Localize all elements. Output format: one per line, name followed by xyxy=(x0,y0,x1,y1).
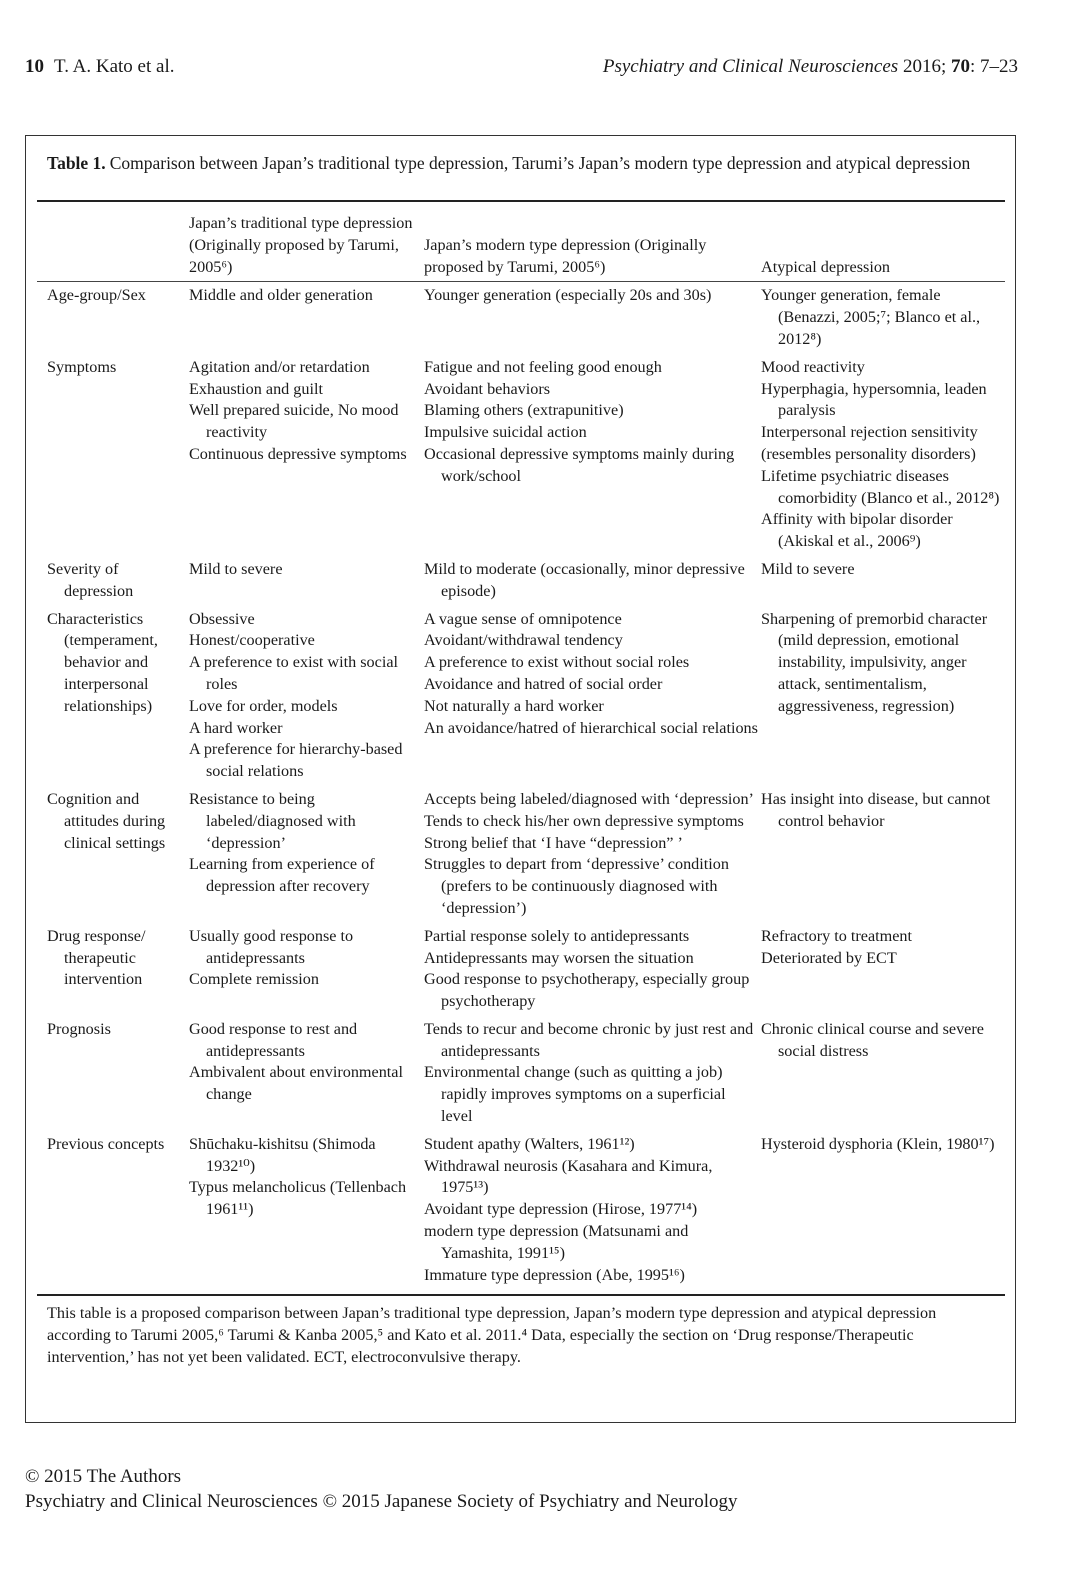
cell-entry: Blaming others (extrapunitive) xyxy=(424,401,624,420)
cell-entry: Resistance to being labeled/diagnosed with ‘depression’ xyxy=(189,789,356,852)
journal-citation xyxy=(603,56,1018,78)
comparison-table xyxy=(37,213,1005,1292)
table-row xyxy=(37,559,1005,609)
journal-year: 2016; xyxy=(902,56,947,77)
cell-entry: Refractory to treatment xyxy=(761,926,913,945)
cell-entry: Struggles to depart from ‘depressive’ condition (prefers to be continuously diagnosed with ‘depression’) xyxy=(424,855,729,917)
cell-entry: (resembles personality disorders) xyxy=(761,444,976,463)
cell-entry: A preference to exist without social roles xyxy=(424,653,690,672)
cell-entry: Avoidance and hatred of social order xyxy=(424,674,663,693)
row-label-text: Age-group/Sex xyxy=(47,286,146,305)
cell-traditional xyxy=(189,559,424,609)
table-row xyxy=(37,1019,1005,1134)
table-header-row xyxy=(37,213,1005,281)
table-row xyxy=(37,281,1005,356)
cell-traditional xyxy=(189,926,424,1019)
cell-entry: Hyperphagia, hypersomnia, leaden paralysis xyxy=(761,379,987,420)
cell-entry: A preference for hierarchy-based social relations xyxy=(189,740,403,781)
row-label xyxy=(37,559,189,609)
cell-entry: Complete remission xyxy=(189,970,319,989)
cell-atypical xyxy=(761,559,1005,609)
row-label xyxy=(37,1134,189,1293)
cell-entry: Learning from experience of depression after recovery xyxy=(189,855,375,896)
cell-entry: Exhaustion and guilt xyxy=(189,379,323,398)
cell-entry: Not naturally a hard worker xyxy=(424,696,604,715)
cell-entry: Avoidant type depression (Hirose, 1977¹⁴) xyxy=(424,1200,698,1219)
row-label-text: Previous concepts xyxy=(47,1134,165,1153)
cell-entry: Shūchaku-kishitsu (Shimoda 1932¹⁰) xyxy=(189,1134,376,1175)
cell-atypical xyxy=(761,789,1005,926)
table-row xyxy=(37,926,1005,1019)
journal-pages: : 7–23 xyxy=(969,56,1018,77)
cell-entry: An avoidance/hatred of hierarchical social relations xyxy=(424,718,758,737)
cell-traditional xyxy=(189,1019,424,1134)
cell-traditional xyxy=(189,789,424,926)
row-label xyxy=(37,926,189,1019)
cell-entry: Love for order, models xyxy=(189,696,338,715)
cell-entry: Has insight into disease, but cannot control behavior xyxy=(761,789,991,830)
cell-entry: Hysteroid dysphoria (Klein, 1980¹⁷) xyxy=(761,1134,995,1153)
cell-entry: Strong belief that ‘I have “depression” ’ xyxy=(424,833,683,852)
page-number: 10 xyxy=(25,56,44,77)
copyright-block xyxy=(25,1464,738,1514)
table-top-rule xyxy=(37,200,1005,202)
cell-entry: Accepts being labeled/diagnosed with ‘depression’ xyxy=(424,789,754,808)
cell-entry: Tends to recur and become chronic by just rest and antidepressants xyxy=(424,1019,754,1060)
cell-entry: Good response to psychotherapy, especially group psychotherapy xyxy=(424,970,750,1011)
row-label-text: Prognosis xyxy=(47,1019,111,1038)
cell-modern xyxy=(424,281,761,356)
column-header: Japan’s modern type depression (Originally proposed by Tarumi, 2005⁶) xyxy=(424,235,707,276)
cell-entry: A preference to exist with social roles xyxy=(189,653,399,693)
cell-entry: Chronic clinical course and severe social distress xyxy=(761,1019,984,1060)
table-label: Table 1. xyxy=(47,153,106,173)
society-line: Psychiatry and Clinical Neurosciences © 2015 Japanese Society of Psychiatry and Neurology xyxy=(25,1491,738,1512)
table-title: Comparison between Japan’s traditional type depression, Tarumi’s Japan’s modern type depression and atypical depression xyxy=(109,153,971,173)
cell-entry: Ambivalent about environmental change xyxy=(189,1063,403,1104)
table-bottom-rule xyxy=(37,1294,1005,1296)
cell-entry: Sharpening of premorbid character (mild depression, emotional instability, impulsivity, anger attack, sentimentalism, aggressiveness, regression) xyxy=(761,609,988,715)
cell-entry: Typus melancholicus (Tellenbach 1961¹¹) xyxy=(189,1178,407,1219)
cell-atypical xyxy=(761,281,1005,356)
cell-atypical xyxy=(761,609,1005,789)
cell-modern xyxy=(424,1134,761,1293)
cell-modern xyxy=(424,559,761,609)
cell-traditional xyxy=(189,609,424,789)
column-header: Atypical depression xyxy=(761,257,891,276)
cell-entry: Tends to check his/her own depressive symptoms xyxy=(424,811,744,830)
cell-entry: Environmental change (such as quitting a job) rapidly improves symptoms on a superficial level xyxy=(424,1063,726,1126)
cell-atypical xyxy=(761,1019,1005,1134)
cell-entry: Affinity with bipolar disorder (Akiskal et al., 2006⁹) xyxy=(761,510,953,551)
cell-entry: Avoidant/withdrawal tendency xyxy=(424,631,623,650)
cell-entry: Interpersonal rejection sensitivity xyxy=(761,423,978,442)
cell-entry: Avoidant behaviors xyxy=(424,379,551,398)
row-label-text: Drug response/ therapeutic intervention xyxy=(47,926,146,989)
cell-entry: A hard worker xyxy=(189,718,283,737)
cell-traditional xyxy=(189,281,424,356)
journal-name: Psychiatry and Clinical Neurosciences xyxy=(602,56,899,77)
cell-entry: Deteriorated by ECT xyxy=(761,948,897,967)
cell-entry: Good response to rest and antidepressants xyxy=(189,1019,358,1060)
table-row xyxy=(37,1134,1005,1293)
cell-modern xyxy=(424,357,761,559)
cell-entry: Mild to severe xyxy=(761,559,855,578)
row-label xyxy=(37,357,189,559)
cell-entry: Partial response solely to antidepressants xyxy=(424,926,690,945)
cell-entry: A vague sense of omnipotence xyxy=(424,609,622,628)
cell-atypical xyxy=(761,926,1005,1019)
table-row xyxy=(37,357,1005,559)
cell-entry: Mild to moderate (occasionally, minor depressive episode) xyxy=(424,559,745,600)
cell-entry: Continuous depressive symptoms xyxy=(189,444,407,463)
row-label-text: Characteristics (temperament, behavior and interpersonal relationships) xyxy=(47,609,158,715)
cell-entry: Withdrawal neurosis (Kasahara and Kimura, 1975¹³) xyxy=(424,1156,713,1197)
running-header xyxy=(25,56,1018,78)
cell-entry: Younger generation, female (Benazzi, 2005;⁷; Blanco et al., 2012⁸) xyxy=(761,286,981,348)
row-label-text: Symptoms xyxy=(47,357,117,376)
cell-entry: Well prepared suicide, No mood reactivity xyxy=(189,401,399,442)
table-row xyxy=(37,789,1005,926)
table-row xyxy=(37,609,1005,789)
cell-entry: Occasional depressive symptoms mainly during work/school xyxy=(424,444,735,485)
row-label xyxy=(37,281,189,356)
cell-entry: Mood reactivity xyxy=(761,357,865,376)
cell-entry: Obsessive xyxy=(189,609,255,628)
column-header xyxy=(37,213,189,281)
cell-entry: modern type depression (Matsunami and Yamashita, 1991¹⁵) xyxy=(424,1222,689,1262)
row-label xyxy=(37,1019,189,1134)
row-label-text: Cognition and attitudes during clinical settings xyxy=(47,789,166,852)
table-caption xyxy=(47,152,997,175)
copyright-line: © 2015 The Authors xyxy=(25,1466,182,1487)
cell-modern xyxy=(424,609,761,789)
cell-modern xyxy=(424,789,761,926)
cell-entry: Honest/cooperative xyxy=(189,631,315,650)
cell-entry: Fatigue and not feeling good enough xyxy=(424,357,662,376)
cell-entry: Usually good response to antidepressants xyxy=(189,926,354,967)
cell-entry: Middle and older generation xyxy=(189,286,373,305)
column-header: Japan’s traditional type depression (Originally proposed by Tarumi, 2005⁶) xyxy=(189,214,413,276)
cell-entry: Impulsive suicidal action xyxy=(424,423,587,442)
cell-entry: Antidepressants may worsen the situation xyxy=(424,948,694,967)
cell-entry: Mild to severe xyxy=(189,559,283,578)
cell-atypical xyxy=(761,1134,1005,1293)
cell-traditional xyxy=(189,1134,424,1293)
cell-modern xyxy=(424,1019,761,1134)
cell-modern xyxy=(424,926,761,1019)
author-line: T. A. Kato et al. xyxy=(54,56,175,77)
cell-entry: Younger generation (especially 20s and 30s) xyxy=(424,286,712,305)
table-footnote: This table is a proposed comparison between Japan’s traditional type depression, Japan’s modern type depression and atypical depression according to Tarumi 2005,⁶ Tarumi & Kanba 2005,⁵ and Kato et al. 2011.⁴ Data, especially the section on ‘Drug response/Therapeutic intervention,’ has not yet been validated. ECT, electroconvulsive therapy. xyxy=(47,1304,937,1366)
row-label xyxy=(37,609,189,789)
journal-volume: 70 xyxy=(950,56,970,77)
row-label-text: Severity of depression xyxy=(47,559,134,600)
cell-atypical xyxy=(761,357,1005,559)
cell-entry: Immature type depression (Abe, 1995¹⁶) xyxy=(424,1265,685,1284)
cell-entry: Lifetime psychiatric diseases comorbidity (Blanco et al., 2012⁸) xyxy=(761,466,1000,507)
cell-entry: Student apathy (Walters, 1961¹²) xyxy=(424,1134,635,1153)
header-rule xyxy=(37,281,1005,282)
row-label xyxy=(37,789,189,926)
cell-traditional xyxy=(189,357,424,559)
cell-entry: Agitation and/or retardation xyxy=(189,357,370,376)
